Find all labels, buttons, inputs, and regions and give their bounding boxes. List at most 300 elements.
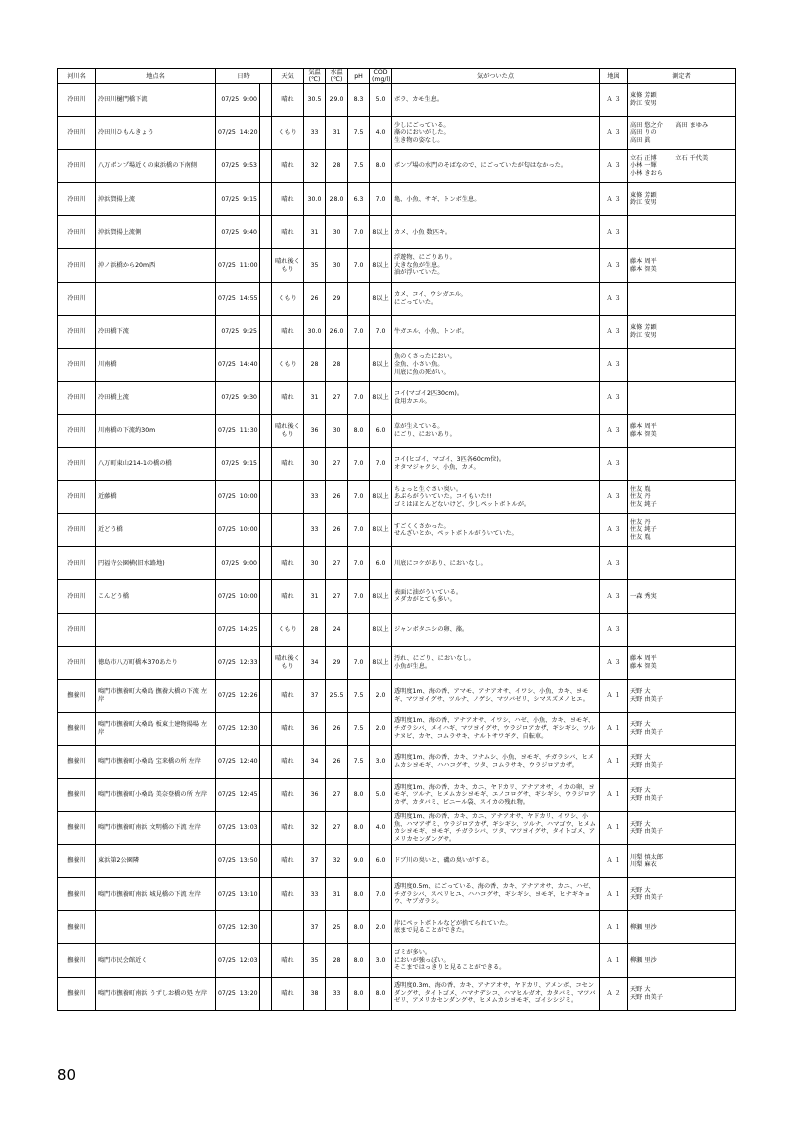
cod-cell: 3.0 xyxy=(370,944,392,977)
ph-cell xyxy=(348,348,370,381)
ph-cell: 7.5 xyxy=(348,745,370,778)
observers-cell xyxy=(628,944,736,977)
datetime-spacer-cell xyxy=(260,778,272,811)
date-value: 07/25 xyxy=(218,758,236,766)
note-line: ポンプ場の水門のそばなので、にごっていたが匂はなかった。 xyxy=(394,162,568,170)
cod-cell: 8以上 xyxy=(370,514,392,547)
ph-cell: 7.0 xyxy=(348,249,370,282)
datetime-spacer-cell xyxy=(260,977,272,1010)
water-temp-cell: 24 xyxy=(326,613,348,646)
observers-cell xyxy=(628,679,736,712)
note-line: 透明度1m、海の香、アナアオサ、イワシ、ハゼ、小魚、カキ、ヨモギ、チガラシバ、メイハギ、マツヨイグサ、ウラジロアカザ、ギシギシ、ツルナヌビ、カヤ、コムラサキ、ナルトサワギク、自転車。 xyxy=(394,717,596,740)
time-value: 12:40 xyxy=(239,758,258,766)
notes-cell xyxy=(392,679,600,712)
ph-cell: 7.0 xyxy=(348,547,370,580)
ph-cell: 7.0 xyxy=(348,448,370,481)
weather-cell xyxy=(272,481,304,514)
table-row xyxy=(58,481,736,514)
date-value: 07/25 xyxy=(218,361,236,368)
observer-name: 高田 悠之介 高田 まゆみ xyxy=(630,121,709,129)
weather-cell: くもり xyxy=(272,117,304,150)
observers-cell xyxy=(628,547,736,580)
air-temp-cell: 34 xyxy=(304,646,326,679)
table-row xyxy=(58,514,736,547)
time-value: 14:55 xyxy=(239,294,258,302)
air-temp-cell: 37 xyxy=(304,679,326,712)
note-line: せんざいとか、ペットボトルがういていた。 xyxy=(394,530,518,538)
table-row xyxy=(58,249,736,282)
river-name-cell: 撫養川 xyxy=(58,878,96,911)
place-name-cell: こんどう橋 xyxy=(96,580,216,613)
date-time-cell xyxy=(216,315,260,348)
ph-cell: 7.0 xyxy=(348,315,370,348)
note-line: 牛ガエル、小魚、トンボ。 xyxy=(394,327,468,335)
note-line: 亀、小魚、サギ、トンボ生息。 xyxy=(394,195,481,203)
date-value: 07/25 xyxy=(221,162,240,170)
river-name-cell: 冷田川 xyxy=(58,348,96,381)
note-line: コイ(ヒゴイ、マゴイ、3匹各60cm位)。 xyxy=(394,456,506,464)
place-name-cell: 東浜第2公園隣 xyxy=(96,845,216,878)
air-temp-cell: 37 xyxy=(304,911,326,944)
map-cell: Ａ １ xyxy=(600,944,628,977)
water-temp-cell: 30 xyxy=(326,414,348,447)
time-value: 9:25 xyxy=(243,327,257,335)
note-line: 浮遊物、にごりあり。 xyxy=(394,254,456,262)
map-cell: Ａ ３ xyxy=(600,117,628,150)
table-row xyxy=(58,216,736,249)
observer-name: 天野 由美子 xyxy=(630,695,663,703)
date-time-cell xyxy=(216,216,260,249)
observer-name: 天野 由美子 xyxy=(630,728,663,736)
cod-cell: 2.0 xyxy=(370,712,392,745)
place-name-cell: 鳴門市撫養町南浜 うずしお橋の処 左岸 xyxy=(96,977,216,1010)
cod-cell: 6.0 xyxy=(370,414,392,447)
datetime-spacer-cell xyxy=(260,414,272,447)
observers-cell xyxy=(628,745,736,778)
map-cell: Ａ ３ xyxy=(600,348,628,381)
ph-cell: 7.5 xyxy=(348,712,370,745)
date-time-cell xyxy=(216,679,260,712)
time-value: 9:00 xyxy=(243,96,257,104)
note-line: ドブ川の臭いと、磯の臭いがする。 xyxy=(394,857,493,865)
date-value: 07/25 xyxy=(221,394,240,402)
cod-cell: 8以上 xyxy=(370,481,392,514)
notes-cell xyxy=(392,117,600,150)
table-row xyxy=(58,679,736,712)
river-name-cell: 冷田川 xyxy=(58,183,96,216)
weather-cell xyxy=(272,911,304,944)
air-temp-cell: 33 xyxy=(304,878,326,911)
river-name-cell: 撫養川 xyxy=(58,712,96,745)
date-value: 07/25 xyxy=(218,989,236,997)
river-name-cell: 冷田川 xyxy=(58,216,96,249)
date-value: 07/25 xyxy=(218,294,236,302)
river-name-cell: 撫養川 xyxy=(58,745,96,778)
datetime-spacer-cell xyxy=(260,84,272,117)
air-temp-cell: 28 xyxy=(304,348,326,381)
time-value: 13:20 xyxy=(239,989,258,997)
date-time-cell xyxy=(216,944,260,977)
ph-cell: 8.3 xyxy=(348,84,370,117)
notes-cell xyxy=(392,414,600,447)
map-cell: Ａ １ xyxy=(600,812,628,845)
cod-cell: 8.0 xyxy=(370,977,392,1010)
map-cell: Ａ １ xyxy=(600,679,628,712)
place-name-cell xyxy=(96,911,216,944)
note-line: にごっていた。 xyxy=(394,298,438,306)
note-line: 透明度1m、海の香、カキ、カニ、ヤドカリ、アナアオサ、イカの卵、ヨモギ、ツルナ、ヒメムカシヨモギ、エノコログサ、ギシギシ、ウラジロアカザ、カタバミ、ビニール袋、スイカの残れ物。 xyxy=(394,783,596,806)
cod-cell: 2.0 xyxy=(370,679,392,712)
observer-name: 藤本 智美 xyxy=(630,430,657,438)
notes-cell xyxy=(392,183,600,216)
notes-cell xyxy=(392,547,600,580)
cod-cell: 8以上 xyxy=(370,381,392,414)
date-value: 07/25 xyxy=(218,691,236,699)
note-line: 透明度1m、海の香、カキ、フナムシ、小魚、ヨモギ、チガラシバ、ヒメムカシヨモギ、ハハコグサ、ツタ、コムラサキ、ウラジロアカザ。 xyxy=(394,754,594,769)
river-name-cell: 撫養川 xyxy=(58,845,96,878)
river-name-cell: 冷田川 xyxy=(58,580,96,613)
place-name-cell: 冷田川ひもんきょう xyxy=(96,117,216,150)
air-temp-cell: 36 xyxy=(304,712,326,745)
air-temp-cell: 30.0 xyxy=(304,183,326,216)
observer-name: 藤本 周平 xyxy=(630,257,657,265)
place-name-cell: 川南橋の下流約30m xyxy=(96,414,216,447)
note-line: 藻のにおいがした。 xyxy=(394,129,450,137)
weather-cell: くもり xyxy=(272,282,304,315)
datetime-spacer-cell xyxy=(260,315,272,348)
time-value: 9:40 xyxy=(243,228,257,236)
river-name-cell: 冷田川 xyxy=(58,481,96,514)
observer-name: 高田 りの xyxy=(630,129,657,137)
weather-cell: 晴れ xyxy=(272,547,304,580)
water-temp-cell: 26 xyxy=(326,745,348,778)
date-time-cell xyxy=(216,580,260,613)
river-name-cell: 冷田川 xyxy=(58,282,96,315)
notes-cell xyxy=(392,878,600,911)
ph-cell: 7.0 xyxy=(348,580,370,613)
datetime-spacer-cell xyxy=(260,878,272,911)
page-number: 80 xyxy=(57,1066,77,1084)
place-name-cell: 鳴門市撫養町小桑島 宝来橋の所 左岸 xyxy=(96,745,216,778)
cod-cell: 5.0 xyxy=(370,84,392,117)
observer-name: 柳瀬 里沙 xyxy=(630,923,657,931)
observers-cell xyxy=(628,381,736,414)
notes-cell xyxy=(392,348,600,381)
time-value: 9:15 xyxy=(243,195,257,203)
datetime-spacer-cell xyxy=(260,381,272,414)
time-value: 12:33 xyxy=(239,658,258,666)
date-time-cell xyxy=(216,812,260,845)
map-cell: Ａ １ xyxy=(600,778,628,811)
header-air-temp: 気温 (℃) xyxy=(304,69,326,84)
map-cell: Ａ ３ xyxy=(600,249,628,282)
observer-name: 東條 芳顕 xyxy=(630,92,657,100)
date-value: 07/25 xyxy=(221,327,240,335)
map-cell: Ａ ３ xyxy=(600,216,628,249)
observers-cell xyxy=(628,481,736,514)
cod-cell: 2.0 xyxy=(370,911,392,944)
note-line: 透明度0.3m、海の香、カキ、アナアオサ、ヤドカリ、アメンボ、コセンダングサ、タイトゴメ、ハマナデシコ、ハマヒルガオ、カタバミ、マツバゼリ、アメリカセンダングサ、ヒメムカシヨモギ、ゴイシシジミ。 xyxy=(394,982,596,1005)
date-time-cell xyxy=(216,448,260,481)
air-temp-cell: 32 xyxy=(304,150,326,183)
notes-cell xyxy=(392,84,600,117)
water-temp-cell: 31 xyxy=(326,117,348,150)
time-value: 12:30 xyxy=(239,725,258,733)
ph-cell: 7.0 xyxy=(348,381,370,414)
air-temp-cell: 33 xyxy=(304,481,326,514)
cod-cell: 8.0 xyxy=(370,150,392,183)
cod-cell: 8以上 xyxy=(370,613,392,646)
time-value: 13:03 xyxy=(239,824,258,832)
note-line: あぶらがういていた。コイもいた!! xyxy=(394,493,492,501)
date-time-cell xyxy=(216,183,260,216)
ph-cell xyxy=(348,613,370,646)
water-temp-cell: 26 xyxy=(326,481,348,514)
time-value: 10:00 xyxy=(239,526,258,534)
map-cell: Ａ １ xyxy=(600,712,628,745)
date-value: 07/25 xyxy=(218,824,236,832)
table-row xyxy=(58,315,736,348)
river-name-cell: 撫養川 xyxy=(58,679,96,712)
water-temp-cell: 26 xyxy=(326,712,348,745)
map-cell: Ａ １ xyxy=(600,745,628,778)
weather-cell xyxy=(272,514,304,547)
water-temp-cell: 33 xyxy=(326,977,348,1010)
place-name-cell xyxy=(96,613,216,646)
date-value: 07/25 xyxy=(218,129,236,137)
weather-cell: 晴れ xyxy=(272,977,304,1010)
water-temp-cell: 27 xyxy=(326,381,348,414)
air-temp-cell: 33 xyxy=(304,117,326,150)
observers-cell xyxy=(628,282,736,315)
note-line: にごり、においあり。 xyxy=(394,430,456,438)
date-value: 07/25 xyxy=(218,725,236,733)
note-line: 川底に魚の死がい。 xyxy=(394,368,450,376)
note-line: 小魚が生息。 xyxy=(394,662,432,670)
observers-cell xyxy=(628,348,736,381)
place-name-cell xyxy=(96,282,216,315)
header-datetime: 日時 xyxy=(216,69,272,84)
map-cell: Ａ ３ xyxy=(600,414,628,447)
date-value: 07/25 xyxy=(218,261,236,269)
observer-name: 川梨 慎太郎 xyxy=(630,853,663,861)
map-cell: Ａ １ xyxy=(600,878,628,911)
note-line: ゴミはほとんどないけど、少しペットボトルが。 xyxy=(394,500,531,508)
datetime-spacer-cell xyxy=(260,117,272,150)
date-time-cell xyxy=(216,977,260,1010)
date-value: 07/25 xyxy=(218,857,236,865)
observer-name: 住友 丹 xyxy=(630,518,651,526)
weather-cell: 晴れ xyxy=(272,84,304,117)
water-temp-cell: 28.0 xyxy=(326,183,348,216)
date-time-cell xyxy=(216,646,260,679)
note-line: カメ、コイ、ウシガエル。 xyxy=(394,291,467,299)
table-header-row xyxy=(58,69,736,84)
table-row xyxy=(58,977,736,1010)
map-cell: Ａ ３ xyxy=(600,150,628,183)
observer-name: 天野 大 xyxy=(630,985,651,993)
date-time-cell xyxy=(216,547,260,580)
map-cell: Ａ ３ xyxy=(600,646,628,679)
observer-name: 一森 秀実 xyxy=(630,592,657,600)
water-temp-cell: 29 xyxy=(326,282,348,315)
weather-cell: 晴れ xyxy=(272,845,304,878)
time-value: 13:10 xyxy=(239,890,258,898)
ph-cell: 9.0 xyxy=(348,845,370,878)
note-line: 川底にコケがあり、においなし。 xyxy=(394,559,487,567)
observer-name: 藤本 智美 xyxy=(630,662,657,670)
map-cell: Ａ ３ xyxy=(600,547,628,580)
air-temp-cell: 31 xyxy=(304,216,326,249)
cod-cell: 4.0 xyxy=(370,812,392,845)
map-cell: Ａ ３ xyxy=(600,183,628,216)
river-name-cell: 撫養川 xyxy=(58,778,96,811)
river-name-cell: 冷田川 xyxy=(58,448,96,481)
notes-cell xyxy=(392,282,600,315)
datetime-spacer-cell xyxy=(260,745,272,778)
notes-cell xyxy=(392,845,600,878)
datetime-spacer-cell xyxy=(260,448,272,481)
date-time-cell xyxy=(216,348,260,381)
air-temp-cell: 36 xyxy=(304,414,326,447)
map-cell: Ａ ３ xyxy=(600,580,628,613)
time-value: 9:30 xyxy=(243,394,257,402)
water-temp-cell: 26.0 xyxy=(326,315,348,348)
observer-name: 立石 正博 立石 千代美 xyxy=(630,154,709,162)
cod-cell: 7.0 xyxy=(370,878,392,911)
observer-name: 天野 由美子 xyxy=(630,828,663,836)
notes-cell xyxy=(392,315,600,348)
date-time-cell xyxy=(216,84,260,117)
table-row xyxy=(58,878,736,911)
table-row xyxy=(58,150,736,183)
header-water-temp: 水温 (℃) xyxy=(326,69,348,84)
map-cell: Ａ ３ xyxy=(600,481,628,514)
cod-cell: 8以上 xyxy=(370,646,392,679)
air-temp-cell: 33 xyxy=(304,514,326,547)
weather-cell: 晴れ xyxy=(272,712,304,745)
observer-name: 藤本 智美 xyxy=(630,265,657,273)
table-row xyxy=(58,282,736,315)
notes-cell xyxy=(392,911,600,944)
water-temp-cell: 27 xyxy=(326,547,348,580)
map-cell: Ａ ２ xyxy=(600,977,628,1010)
datetime-spacer-cell xyxy=(260,216,272,249)
datetime-spacer-cell xyxy=(260,712,272,745)
time-value: 9:15 xyxy=(243,460,257,468)
date-value: 07/25 xyxy=(218,890,236,898)
observer-name: 天野 大 xyxy=(630,787,651,795)
note-line: そこまではっきりと見ることができる。 xyxy=(394,964,506,972)
map-cell: Ａ ３ xyxy=(600,282,628,315)
observers-cell xyxy=(628,778,736,811)
time-value: 12:30 xyxy=(239,923,258,931)
cod-cell: 7.0 xyxy=(370,183,392,216)
date-time-cell xyxy=(216,150,260,183)
ph-cell xyxy=(348,282,370,315)
cod-cell: 4.0 xyxy=(370,117,392,150)
note-line: 透明度0.5m、にごっている、海の香、カキ、アナアオサ、カニ、ハゼ、チガラシバ、スベリヒユ、ハハコグサ、ギシギシ、ヨモギ、ヒナギキョウ、ヤブガラシ。 xyxy=(394,882,595,906)
observer-name: 東條 芳顕 xyxy=(630,324,657,332)
time-value: 10:00 xyxy=(239,493,258,501)
observers-cell xyxy=(628,911,736,944)
time-value: 10:00 xyxy=(239,592,258,600)
map-cell: Ａ ３ xyxy=(600,613,628,646)
ph-cell: 8.0 xyxy=(348,778,370,811)
note-line: 金魚、小さい魚。 xyxy=(394,361,444,368)
water-temp-cell: 25 xyxy=(326,911,348,944)
cod-cell: 8以上 xyxy=(370,348,392,381)
note-line: メダカがとても多い。 xyxy=(394,596,456,604)
cod-cell: 3.0 xyxy=(370,745,392,778)
notes-cell xyxy=(392,514,600,547)
observer-name: 鈴江 安男 xyxy=(630,331,657,339)
date-value: 07/25 xyxy=(218,427,236,435)
table-row xyxy=(58,845,736,878)
observer-name: 川梨 麻衣 xyxy=(630,861,657,869)
weather-cell: 晴れ xyxy=(272,315,304,348)
table-row xyxy=(58,448,736,481)
observer-name: 住友 胤 xyxy=(630,534,651,542)
water-temp-cell: 29 xyxy=(326,646,348,679)
air-temp-cell: 32 xyxy=(304,812,326,845)
river-name-cell: 冷田川 xyxy=(58,547,96,580)
table-row xyxy=(58,613,736,646)
date-value: 07/25 xyxy=(218,625,236,633)
notes-cell xyxy=(392,745,600,778)
river-name-cell: 撫養川 xyxy=(58,812,96,845)
date-time-cell xyxy=(216,613,260,646)
table-row xyxy=(58,712,736,745)
map-cell: Ａ １ xyxy=(600,911,628,944)
notes-cell xyxy=(392,580,600,613)
water-temp-cell: 27 xyxy=(326,778,348,811)
note-line: 表面に油がういている。 xyxy=(394,588,463,596)
place-name-cell: 鳴門市撫養町大桑島 撫養大橋の下流 左岸 xyxy=(96,679,216,712)
observers-cell xyxy=(628,580,736,613)
water-temp-cell: 28 xyxy=(326,944,348,977)
header-observers: 測定者 xyxy=(628,69,736,84)
time-value: 9:53 xyxy=(243,162,257,170)
water-temp-cell: 30 xyxy=(326,216,348,249)
weather-cell: 晴れ xyxy=(272,812,304,845)
river-name-cell: 冷田川 xyxy=(58,150,96,183)
observer-name: 天野 由美子 xyxy=(630,761,663,769)
datetime-spacer-cell xyxy=(260,679,272,712)
place-name-cell: 沖浜賀揚上流側 xyxy=(96,216,216,249)
note-line: ちょっと生ぐさい臭い。 xyxy=(394,485,463,493)
header-place: 地点名 xyxy=(96,69,216,84)
weather-cell: 晴れ xyxy=(272,580,304,613)
header-notes: 気がついた点 xyxy=(392,69,600,84)
weather-cell: 晴れ xyxy=(272,216,304,249)
place-name-cell: 鳴門市撫養町南浜 文明橋の下流 左岸 xyxy=(96,812,216,845)
note-line: 魚のくさったにおい。 xyxy=(394,353,456,361)
time-value: 14:20 xyxy=(239,129,258,137)
observers-cell xyxy=(628,448,736,481)
note-line: 底まで見ることができた。 xyxy=(394,927,469,935)
date-time-cell xyxy=(216,778,260,811)
river-name-cell: 撫養川 xyxy=(58,944,96,977)
observer-name: 天野 由美子 xyxy=(630,894,663,902)
observer-name: 高田 眞 xyxy=(630,136,651,144)
date-value: 07/25 xyxy=(218,956,236,964)
ph-cell: 8.0 xyxy=(348,414,370,447)
date-value: 07/25 xyxy=(221,195,240,203)
observers-cell xyxy=(628,613,736,646)
river-name-cell: 冷田川 xyxy=(58,249,96,282)
datetime-spacer-cell xyxy=(260,348,272,381)
